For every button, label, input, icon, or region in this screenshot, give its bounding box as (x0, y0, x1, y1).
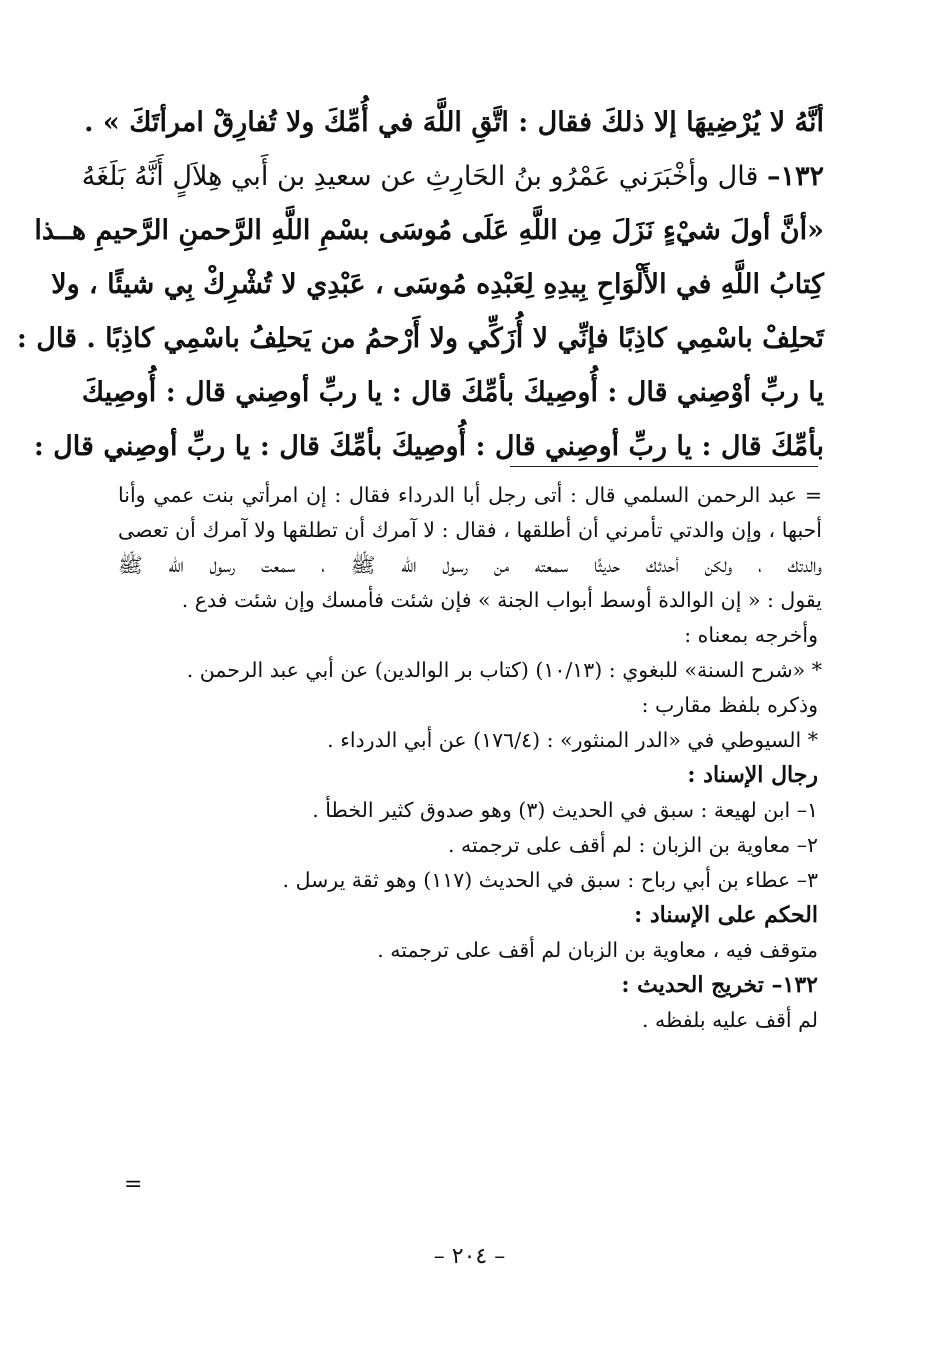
isnad-text: قال وأخْبَرَني عَمْرُو بنُ الحَارِثِ عن سعيدِ بن أَبي هِلاَلٍ أَنَّهُ بَلَغَهُ (81, 161, 767, 192)
main-line-3: «أنَّ أولَ شيْءٍ نَزَلَ مِن اللَّهِ عَلَى مُوسَى بسْمِ اللَّهِ الرَّحمنِ الرَّحيمِ هــذا (34, 215, 824, 246)
rijal-item-3: ٣– عطاء بن أبي رباح : سبق في الحديث (١١٧) وهو ثقة يرسل . (282, 868, 818, 892)
main-line-6: يا ربِّ أوْصِني قال : أُوصِيكَ بأمِّكَ قال : يا ربِّ أوصِني قال : أُوصِيكَ (81, 377, 824, 408)
note-line-6: * «شرح السنة» للبغوي : (١٠/١٣) (كتاب بر الوالدين) عن أبي عبد الرحمن . (186, 658, 822, 682)
main-line-7: بأمِّكَ قال : يا ربِّ أوصِني قال : أُوصِيكَ بأمِّكَ قال : يا ربِّ أوصِني قال : (33, 431, 824, 462)
note-line-2: أحبها ، وإن والدتي تأمرني أن أطلقها ، فقال : لا آمرك أن تطلقها ولا آمرك أن تعصى (118, 518, 822, 542)
rijal-item-1: ١– ابن لهيعة : سبق في الحديث (٣) وهو صدوق كثير الخطأ . (312, 798, 818, 822)
main-line-2 (81, 150, 824, 204)
main-line-5: تَحلِفْ باسْمِي كاذِبًا فإنِّي لا أُزَكِّي ولا أَرْحمُ من يَحلِفُ باسْمِي كاذِبًا . قال : (16, 323, 824, 354)
footnotes (118, 478, 822, 1038)
hukm-text: متوقف فيه ، معاوية بن الزبان لم أقف على ترجمته . (377, 938, 818, 962)
note-line-4: يقول : « إن الوالدة أوسط أبواب الجنة » فإن شئت فأمسك وإن شئت فدع . (181, 588, 822, 612)
note-line-8: * السيوطي في «الدر المنثور» : (١٧٦/٤) عن أبي الدرداء . (327, 728, 818, 752)
note-line-1: = عبد الرحمن السلمي قال : أتى رجل أبا الدرداء فقال : إن امرأتي بنت عمي وأنا (118, 483, 822, 507)
continuation-mark: = (124, 1172, 143, 1197)
rijal-item-2: ٢– معاوية بن الزبان : لم أقف على ترجمته . (447, 833, 818, 857)
note-line-5: وأخرجه بمعناه : (684, 623, 818, 647)
note-line-3: والدتك ، ولكن أحدثك حديثًا سمعته من رسول الله ﷺ ، سمعت رسول الله ﷺ (118, 553, 822, 577)
note-line-7: وذكره بلفظ مقارب : (641, 693, 818, 717)
main-line-4: كِتابُ اللَّهِ في الأَلْوَاحِ بِيدِهِ لِعَبْدِه مُوسَى ، عَبْدِي لا تُشْرِكْ بِي شيئًا ، ولا (51, 269, 824, 300)
page-number: – ٢٠٤ – (433, 1244, 506, 1269)
main-line-1: أنَّهُ لا يُرْضِيهَا إلا ذلكَ فقال : اتَّقِ اللَّهَ في أُمِّكَ ولا تُفارِقْ امرأتَكَ » . (84, 107, 824, 138)
footnote-divider (510, 466, 818, 467)
heading-rijal: رجال الإسناد : (687, 762, 818, 788)
takhrij-text: لم أقف عليه بلفظه . (641, 1008, 818, 1032)
main-hadith-text (16, 96, 824, 474)
heading-hukm: الحكم على الإسناد : (634, 902, 818, 928)
heading-takhrij: ١٣٢– تخريج الحديث : (621, 972, 818, 998)
hadith-number: ١٣٢– (766, 161, 824, 192)
